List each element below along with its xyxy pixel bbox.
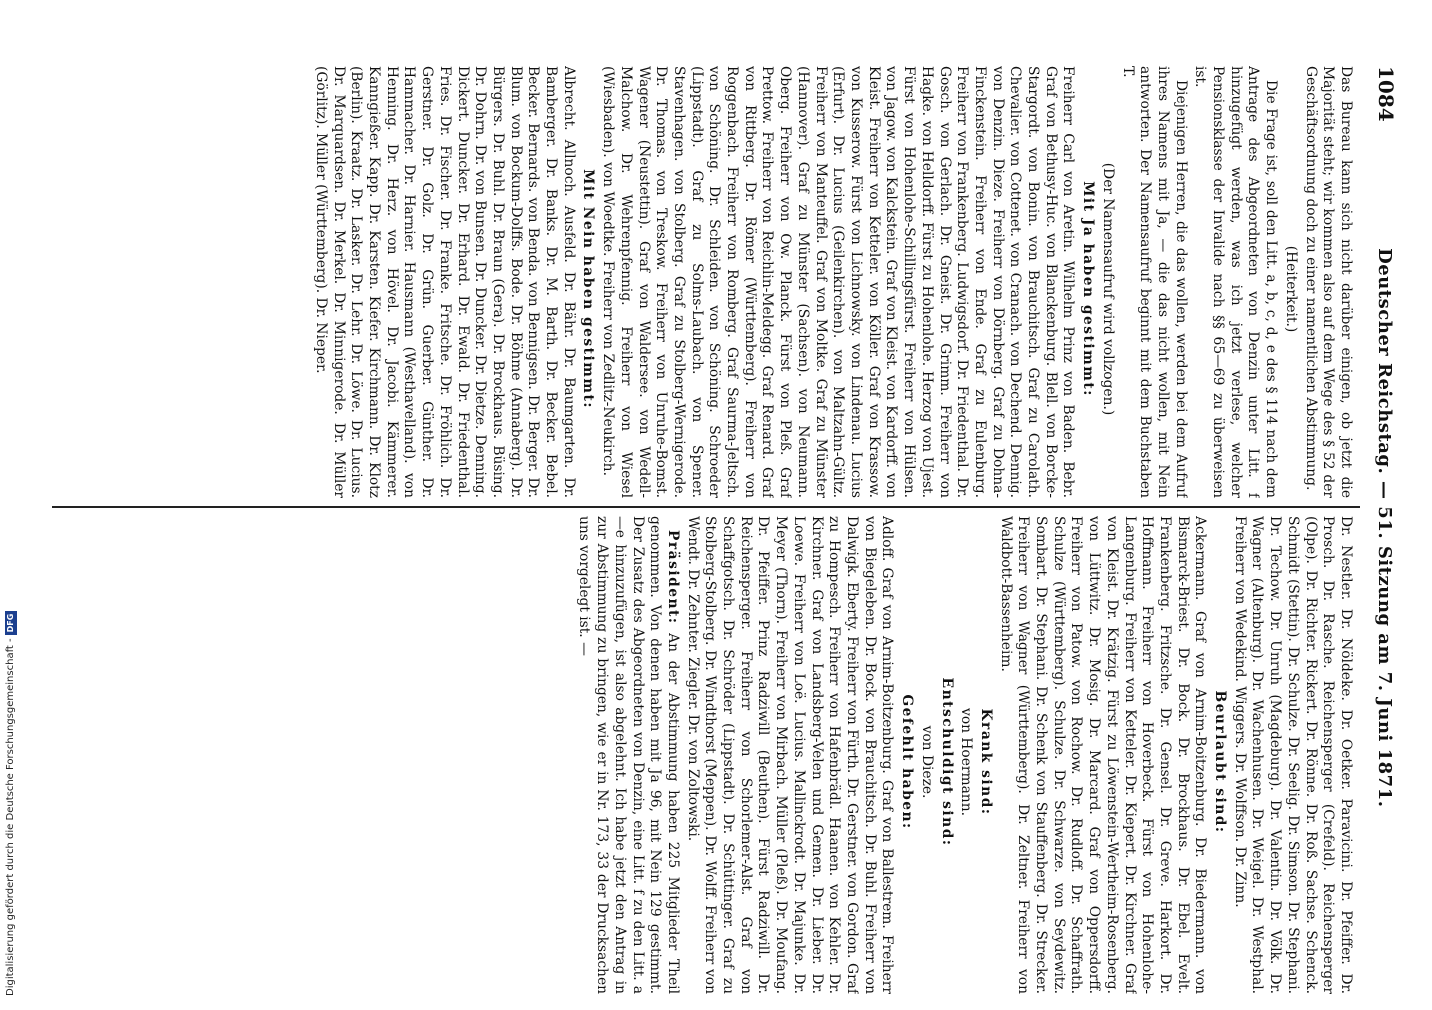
running-title: Deutscher Reichstag. — 51. Sitzung am 7. Juni 1871.	[1374, 248, 1395, 808]
page-header	[1364, 66, 1398, 994]
gefehlt-heading: Gefehlt haben:	[899, 694, 916, 830]
beurlaubt-heading: Beurlaubt sind:	[1212, 690, 1229, 834]
krank-names: von Hoermann.	[958, 708, 975, 816]
president-paragraph	[575, 516, 681, 994]
krank-heading: Krank sind:	[977, 708, 994, 816]
ja-names: Freiherr Carl von Aretin. Wilhelm Prinz von Baden. Bebr. Graf von Bethusy-Huc. von Blanckenburg. Blell. von Borcke-Stargordt. von Bonin. von Brauchitsch. Graf zu Carolath. Chevalier. von Cottenet. von Cranach. von Dechend. Dennig. von Denzin. Dieze. Freiherr von Dörnberg. Graf zu Dohna-Finckenstein. Freiherr von Ende. Graf zu Eulenburg. Freiherr von Frankenberg. Ludwigsdorf. Dr. Friedenthal. Dr. Gosch. von Gerlach. Dr. Gneist. Dr. Grimm. Freiherr von Hagke. von Helldorff. Fürst zu Hohenlohe. Herzog von Ujest. Fürst von Hohenlohe-Schillingsfürst. Freiherr von Hülsen. von Jagow. von Kalckstein. Graf von Kleist. von Kardorff. von Kleist. Freiherr von Ketteler. von Köller. Graf von Krassow. von Kusserow. Fürst von Lichnowsky. von Lindenau. Lucius (Erfurt). Dr. Lucius (Geilenkirchen). von Maltzahn-Gültz. Freiherr von Manteuffel. Graf von Moltke. Graf zu Münster (Hannover). Graf zu Münster (Sachsen). von Neumann. Oberg. Freiherr von Ow. Planck. Fürst von Pleß. Graf Prettow. Freiherr von Reichlin-Meldegg. Graf Renard. Graf von Rittberg. Dr. Römer (Württemberg). Freiherr von Roggenbach. Freiherr von Romberg. Graf Saurma-Jeltsch. von Schöning. Dr. Schleiden. von Schöning. Schroeder (Lippstadt). Graf zu Solms-Laubach. von Spener. Stavenhagen. von Stolberg. Graf zu Stolberg-Wernigerode. Dr. Thomas. von Treskow. Freiherr von Unruhe-Bomst. Wagener (Neustettin). Graf von Waldersee. von Wedell-Malchow. Dr. Wehrenpfennig. Freiherr von Wiesel (Wiesbaden). von Woedtke. Freiherr von Zedlitz-Neukirch.	[600, 66, 1077, 498]
ja-heading: Mit Ja haben gestimmt:	[1080, 181, 1097, 397]
instruction-paragraph: Diejenigen Herren, die das wollen, werden bei dem Aufruf ihres Namens mit Ja, — die das nicht wollen, mit Nein antworten. Der Namensaufruf beginnt mit dem Buchstaben T.	[1119, 66, 1189, 498]
right-column	[56, 516, 1354, 994]
digitization-note	[3, 596, 19, 996]
beurlaubt-names: Ackermann. Graf von Arnim-Boitzenburg. Dr. Biedermann. von Bismarck-Briest. Dr. Bock. Dr. Brockhaus. Dr. Ebel. Evelt. Frankenberg. Fritzsche. Dr. Gensel. Dr. Greve. Harkort. Dr. Hoffmann. Freiherr von Hoverbeck. Fürst von Hohenlohe-Langenburg. Freiherr von Ketteler. Dr. Kiepert. Dr. Kirchner. Graf von Kleist. Dr. Krätzig. Fürst zu Löwenstein-Wertheim-Rosenberg. von Lüttwitz. Dr. Mosig. Dr. Marcard. Graf von Oppersdorff. Freiherr von Patow. von Rochow. Dr. Rudloff. Dr. Schaffrath. Schulze (Württemberg). Schulze. Dr. Schwarze. von Seydewitz. Sombart. Dr. Stephani. Dr. Schenk von Stauffenberg. Dr. Strecker. Freiherr von Wagner (Württemberg). Dr. Zeltner. Freiherr von Waldbott-Bassenheim.	[997, 516, 1209, 994]
nein-names: Albrecht. Allnoch. Ausfeld. Dr. Bähr. Dr. Baumgarten. Dr. Bamberger. Dr. Banks. Dr. M. Barth. Dr. Becker. Bebel. Becker. Bernards. von Benda. von Bennigsen. Dr. Berger. Dr. Blum. von Bockum-Dolffs. Bode. Dr. Böhme (Annaberg). Dr. Bürgers. Dr. Buhl. Dr. Braun (Gera). Dr. Brockhaus. Büsing. Dr. Dohrn. Dr. von Bunsen. Dr. Duncker. Dr. Dietze. Denning. Dickert. Duncker. Dr. Erhard. Dr. Ewald. Dr. Friedenthal. Fries. Dr. Fischer. Dr. Franke. Fritsche. Dr. Fröhlich. Dr. Gerstner. Dr. Golz. Dr. Grün. Guerber. Günther. Dr. Hammacher. Dr. Harnier. Hausmann (Westhavelland). von Henning. Dr. Herz. von Hövel. Dr. Jacobi. Kämmerer. Kanngießer. Kapp. Dr. Karsten. Kiefer. Kirchmann. Dr. Klotz (Berlin). Kraatz. Dr. Lasker. Dr. Lehr. Dr. Löwe. Dr. Lucius. Dr. Marquardsen. Dr. Merkel. Dr. Minnigerode. Dr. Müller (Görlitz). Müller (Württemberg). Dr. Nieper.	[312, 66, 577, 498]
scanned-page	[46, 50, 1408, 1010]
intro-paragraph: Das Bureau kann sich nicht darüber einigen, ob jetzt die Majorität steht; wir kommen also auf dem Wege des § 52 der Geschäftsordnung doch zu einer namentlichen Abstimmung.	[1302, 66, 1354, 498]
digitization-note-text: Digitalisierung gefördert durch die Deutsche Forschungsgemeinschaft -	[5, 638, 16, 996]
entschuldigt-heading: Entschuldigt sind:	[938, 677, 955, 847]
question-paragraph: Die Frage ist, soll den Litt. a, b, c, d, e des § 114 nach dem Antrage des Abgeordneten von Denzin unter Litt. f hinzugefügt werden, was ich jetzt verlese, welcher Pensionsklasse der Invalide nach §§ 65—69 zu überweisen ist.	[1192, 66, 1280, 498]
president-text: An der Abstimmung haben 225 Mitglieder Theil genommen. Von denen haben mit Ja 96, mit Nein 129 gestimmt. Der Zusatz des Abgeordneten von Denzin, eine Litt. f zu den Litt. a—e hinzuzufügen, ist also abgelehnt. Ich habe jetzt den Antrag in zur Abstimmung zu bringen, wie er in Nr. 173, 33 der Drucksachen uns vorgelegt ist. —	[576, 516, 681, 994]
entschuldigt-names: von Dieze.	[918, 725, 935, 799]
dfg-logo: DFG	[5, 611, 17, 636]
nein-names-continued: Dr. Nestler. Dr. Nöldeke. Dr. Oetker. Paravicini. Dr. Pfeiffer. Dr. Prosch. Dr. Rasche. Reichensperger (Crefeld). Reichensperger (Olpe). Dr. Richter. Rickert. Dr. Rönne. Dr. Roß. Sachse. Schenck. Schmidt (Stettin). Dr. Schulze. Dr. Seelig. Dr. Simson. Dr. Stephani. Dr. Techow. Dr. Unruh (Magdeburg). Dr. Valentin. Dr. Völk. Dr. Wagner (Altenburg). Dr. Wachenhusen. Dr. Weigel. Dr. Westphal. Freiherr von Wedekind. Wiggers. Dr. Wolffson. Dr. Zinn.	[1231, 516, 1354, 994]
roll-call-note: (Der Namensaufruf wird vollzogen.)	[1099, 162, 1116, 416]
column-divider	[52, 506, 1360, 508]
heiterkeit-note: (Heiterkeit.)	[1282, 245, 1299, 333]
nein-heading: Mit Nein haben gestimmt:	[580, 169, 597, 409]
left-column	[56, 66, 1354, 498]
gefehlt-names: Adloff. Graf von Arnim-Boitzenburg. Graf von Ballestrem. Freiherr von Biegeleben. Dr. Bock. von Brauchitsch. Dr. Buhl. Freiherr von Dalwigk. Eberty. Freiherr von Fürth. Dr. Gerstner. von Gordon. Graf zu Hompesch. Freiherr von Hafenbrädl. Haanen. von Kehler. Dr. Kirchner. Graf von Landsberg-Velen und Gemen. Dr. Lieber. Dr. Loewe. Freiherr von Loë. Lucius. Mallinckrodt. Dr. Majunke. Dr. Meyer (Thorn). Freiherr von Mirbach. Müller (Pleß). Dr. Moufang. Dr. Pfeiffer. Prinz Radziwill (Beuthen). Fürst Radziwill. Dr. Reichensperger. Freiherr von Schorlemer-Alst. Graf von Schaffgotsch. Dr. Schröder (Lippstadt). Dr. Schüttinger. Graf zu Stolberg-Stolberg. Dr. Windthorst (Meppen). Dr. Wolff. Freiherr von Wendt. Dr. Zehnter. Ziegler. Dr. von Zoltowski.	[684, 516, 896, 994]
page-number: 1084	[1374, 66, 1398, 122]
president-label: Präsident:	[664, 530, 681, 625]
